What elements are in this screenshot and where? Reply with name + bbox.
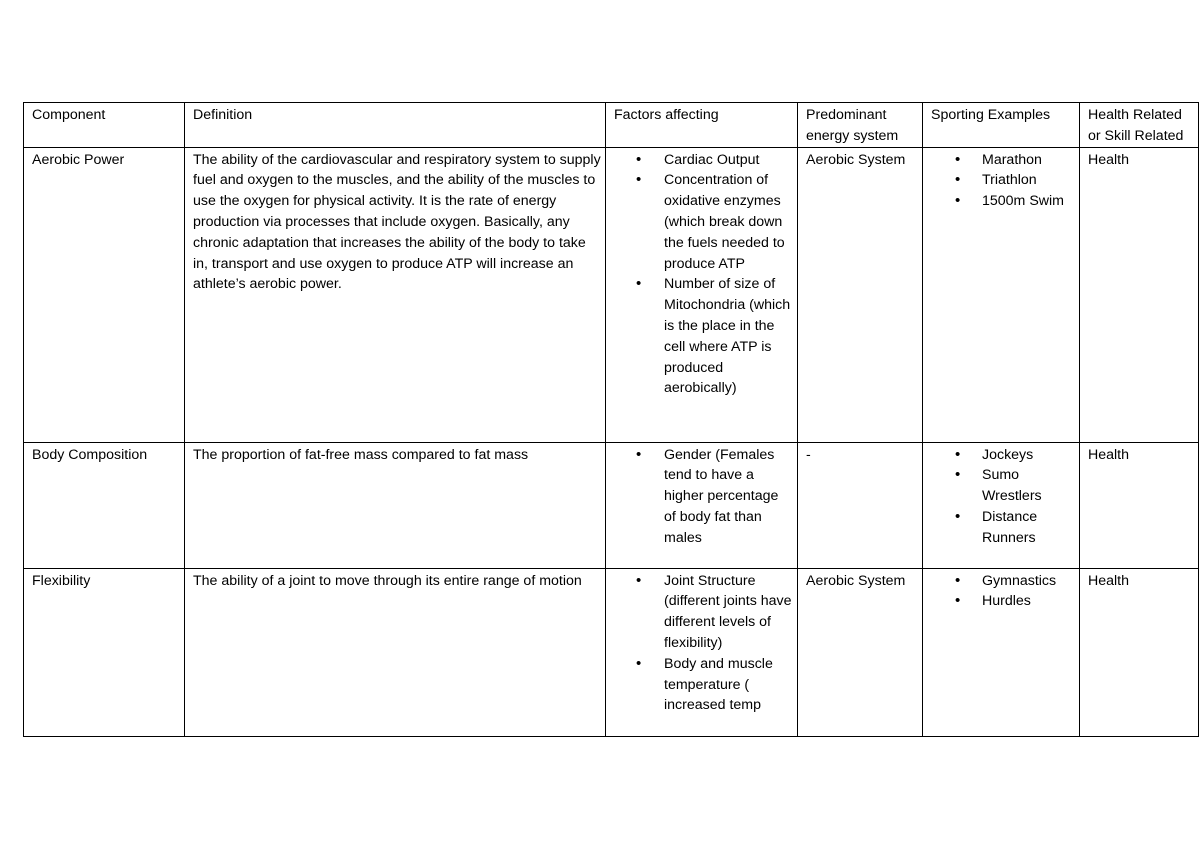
header-component: Component bbox=[24, 103, 185, 148]
header-energy-system: Predominant energy system bbox=[798, 103, 923, 148]
list-item: • Number of size of Mitochondria (which is the place in the cell where ATP is produced aerobically) bbox=[614, 274, 793, 399]
factors-list bbox=[614, 571, 793, 717]
cell-definition: The proportion of fat-free mass compared to fat mass bbox=[185, 442, 606, 568]
factors-list bbox=[614, 445, 793, 549]
examples-list bbox=[931, 571, 1075, 613]
list-item: • Jockeys bbox=[931, 445, 1075, 466]
examples-list bbox=[931, 150, 1075, 212]
table-row bbox=[24, 568, 1199, 736]
cell-factors bbox=[606, 442, 798, 568]
list-item: • 1500m Swim bbox=[931, 191, 1075, 212]
header-factors: Factors affecting bbox=[606, 103, 798, 148]
list-item: • Cardiac Output bbox=[614, 150, 793, 171]
cell-energy-system: Aerobic System bbox=[798, 568, 923, 736]
header-sporting-examples: Sporting Examples bbox=[923, 103, 1080, 148]
list-item: • Joint Structure (different joints have different levels of flexibility) bbox=[614, 571, 793, 654]
cell-component: Flexibility bbox=[24, 568, 185, 736]
header-definition: Definition bbox=[185, 103, 606, 148]
examples-list bbox=[931, 445, 1075, 549]
cell-examples bbox=[923, 147, 1080, 442]
factors-list bbox=[614, 150, 793, 400]
table-row bbox=[24, 442, 1199, 568]
cell-definition: The ability of the cardiovascular and respiratory system to supply fuel and oxygen to the muscles, and the ability of the muscles to use the oxygen for physical activity. It is the rate of energy production via processes that include oxygen. Basically, any chronic adaptation that increases the ability of the body to take in, transport and use oxygen to produce ATP will increase an athlete’s aerobic power. bbox=[185, 147, 606, 442]
cell-component: Body Composition bbox=[24, 442, 185, 568]
cell-energy-system: Aerobic System bbox=[798, 147, 923, 442]
cell-factors bbox=[606, 568, 798, 736]
cell-health-skill: Health bbox=[1080, 147, 1199, 442]
cell-component: Aerobic Power bbox=[24, 147, 185, 442]
list-item: • Triathlon bbox=[931, 170, 1075, 191]
list-item: • Gender (Females tend to have a higher percentage of body fat than males bbox=[614, 445, 793, 549]
cell-definition: The ability of a joint to move through its entire range of motion bbox=[185, 568, 606, 736]
cell-energy-system: - bbox=[798, 442, 923, 568]
cell-examples bbox=[923, 442, 1080, 568]
table-row bbox=[24, 147, 1199, 442]
list-item: • Marathon bbox=[931, 150, 1075, 171]
list-item: • Hurdles bbox=[931, 591, 1075, 612]
list-item: • Concentration of oxidative enzymes (which break down the fuels needed to produce ATP bbox=[614, 170, 793, 274]
list-item: • Distance Runners bbox=[931, 507, 1075, 549]
list-item: • Body and muscle temperature ( increased temp bbox=[614, 654, 793, 716]
cell-examples bbox=[923, 568, 1080, 736]
cell-factors bbox=[606, 147, 798, 442]
list-item: • Sumo Wrestlers bbox=[931, 465, 1075, 507]
cell-health-skill: Health bbox=[1080, 568, 1199, 736]
cell-health-skill: Health bbox=[1080, 442, 1199, 568]
components-table bbox=[23, 102, 1199, 737]
list-item: • Gymnastics bbox=[931, 571, 1075, 592]
header-health-skill: Health Related or Skill Related bbox=[1080, 103, 1199, 148]
table-header-row bbox=[24, 103, 1199, 148]
